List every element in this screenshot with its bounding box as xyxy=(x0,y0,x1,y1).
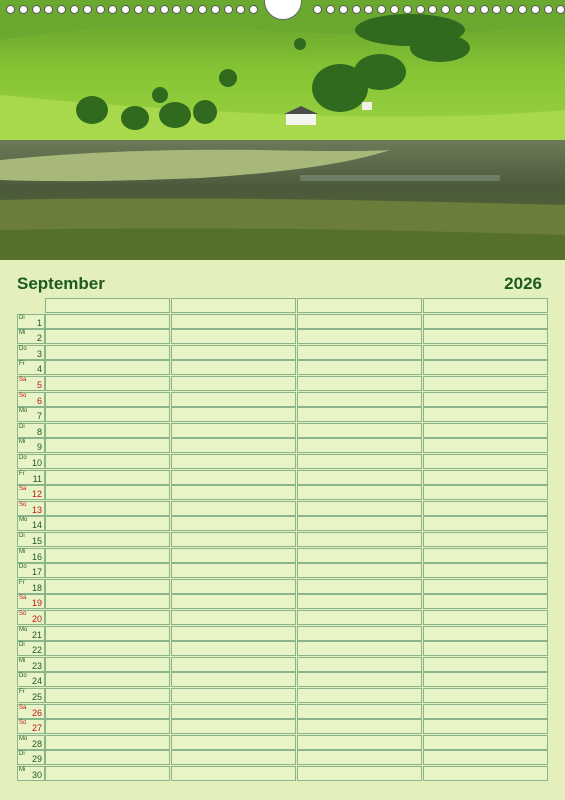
day-label xyxy=(17,314,45,329)
calendar-entry-cell[interactable] xyxy=(423,672,548,687)
calendar-entry-cell[interactable] xyxy=(45,626,170,641)
calendar-entry-cell[interactable] xyxy=(297,376,422,391)
weekday-abbr: Mi xyxy=(19,330,26,337)
calendar-entry-cell[interactable] xyxy=(423,766,548,781)
weekday-abbr: So xyxy=(19,611,27,617)
day-label xyxy=(17,579,45,594)
day-number: 3 xyxy=(36,348,42,359)
calendar-entry-cell[interactable] xyxy=(423,360,548,375)
calendar-entry-cell[interactable] xyxy=(423,345,548,360)
binding-hole xyxy=(198,5,207,14)
calendar-entry-cell[interactable] xyxy=(423,376,548,391)
day-number: 28 xyxy=(31,738,42,749)
calendar-entry-cell[interactable] xyxy=(171,548,296,563)
weekday-abbr: Do xyxy=(19,455,27,461)
binding-hole xyxy=(83,5,92,14)
weekday-abbr: Mo xyxy=(19,517,28,524)
weekday-abbr: Fr xyxy=(19,361,25,368)
calendar-entry-cell[interactable] xyxy=(171,750,296,765)
calendar-entry-cell[interactable] xyxy=(297,626,422,641)
day-number: 13 xyxy=(31,504,42,515)
calendar-entry-cell[interactable] xyxy=(171,329,296,344)
day-label xyxy=(17,548,45,563)
day-number: 10 xyxy=(31,458,42,468)
calendar-entry-cell[interactable] xyxy=(423,454,548,469)
day-label xyxy=(17,657,45,672)
calendar-entry-cell[interactable] xyxy=(423,548,548,563)
calendar-entry-cell[interactable] xyxy=(45,641,170,656)
calendar-entry-cell[interactable] xyxy=(297,438,422,453)
calendar-entry-cell[interactable] xyxy=(423,594,548,609)
calendar-entry-cell[interactable] xyxy=(423,532,548,547)
calendar-entry-cell[interactable] xyxy=(297,470,422,485)
calendar-entry-cell[interactable] xyxy=(297,548,422,563)
binding-hole xyxy=(19,5,28,14)
calendar-entry-cell[interactable] xyxy=(423,516,548,531)
calendar-entry-cell[interactable] xyxy=(297,516,422,531)
calendar-entry-cell[interactable] xyxy=(297,735,422,750)
day-number: 27 xyxy=(31,723,42,734)
binding-hole xyxy=(134,5,143,14)
day-number: 25 xyxy=(31,692,42,702)
binding-hole xyxy=(121,5,130,14)
binding-hole xyxy=(326,5,335,14)
binding-hole xyxy=(96,5,105,14)
calendar-entry-cell[interactable] xyxy=(45,750,170,765)
calendar-entry-cell[interactable] xyxy=(171,610,296,625)
calendar-entry-cell[interactable] xyxy=(171,704,296,719)
calendar-entry-cell[interactable] xyxy=(297,750,422,765)
calendar-entry-cell[interactable] xyxy=(423,501,548,516)
weekday-abbr: Di xyxy=(19,533,25,539)
binding-hole xyxy=(428,5,437,14)
binding-hole xyxy=(44,5,53,14)
calendar-entry-cell[interactable] xyxy=(297,641,422,656)
landscape-photo xyxy=(0,0,565,260)
weekday-abbr: Sa xyxy=(19,377,27,383)
day-number: 22 xyxy=(31,645,42,656)
calendar-entry-cell[interactable] xyxy=(171,345,296,360)
day-number: 7 xyxy=(36,411,42,422)
calendar-entry-cell[interactable] xyxy=(45,314,170,329)
calendar-entry-cell[interactable] xyxy=(297,392,422,407)
calendar-entry-cell[interactable] xyxy=(423,423,548,438)
calendar-entry-cell[interactable] xyxy=(45,610,170,625)
day-label xyxy=(17,626,45,641)
binding-hole xyxy=(6,5,15,14)
calendar-entry-cell[interactable] xyxy=(45,485,170,500)
calendar-entry-cell[interactable] xyxy=(45,548,170,563)
binding-hole xyxy=(544,5,553,14)
calendar-entry-cell[interactable] xyxy=(171,392,296,407)
calendar-entry-cell[interactable] xyxy=(297,672,422,687)
calendar-entry-cell[interactable] xyxy=(171,735,296,750)
calendar-entry-cell[interactable] xyxy=(423,735,548,750)
calendar-entry-cell[interactable] xyxy=(171,641,296,656)
weekday-abbr: Di xyxy=(19,423,25,430)
binding-hole xyxy=(147,5,156,14)
weekday-abbr: Sa xyxy=(19,595,27,602)
day-label xyxy=(17,454,45,469)
calendar-entry-cell[interactable] xyxy=(171,657,296,672)
day-number: 14 xyxy=(31,520,42,531)
calendar-entry-cell[interactable] xyxy=(45,470,170,485)
calendar-entry-cell[interactable] xyxy=(171,376,296,391)
binding-hole xyxy=(160,5,169,14)
binding-hole xyxy=(377,5,386,14)
calendar-entry-cell[interactable] xyxy=(45,579,170,594)
calendar-entry-cell[interactable] xyxy=(297,563,422,578)
binding-hole xyxy=(352,5,361,14)
binding-hole xyxy=(480,5,489,14)
calendar-entry-cell[interactable] xyxy=(171,501,296,516)
binding-hole xyxy=(57,5,66,14)
calendar-entry-cell[interactable] xyxy=(45,657,170,672)
binding-hole xyxy=(185,5,194,14)
calendar-entry-cell[interactable] xyxy=(171,563,296,578)
calendar-entry-cell[interactable] xyxy=(171,688,296,703)
landscape-illustration xyxy=(0,0,565,260)
day-label xyxy=(17,735,45,750)
calendar-entry-cell[interactable] xyxy=(45,407,170,422)
day-number: 26 xyxy=(31,707,42,718)
calendar-entry-cell[interactable] xyxy=(171,438,296,453)
weekday-abbr: Fr xyxy=(19,689,25,695)
calendar-entry-cell[interactable] xyxy=(423,329,548,344)
binding-hole xyxy=(108,5,117,14)
day-label xyxy=(17,672,45,687)
calendar-entry-cell[interactable] xyxy=(45,719,170,734)
binding-hole xyxy=(390,5,399,14)
weekday-abbr: Do xyxy=(19,564,27,571)
weekday-abbr: So xyxy=(19,720,27,727)
day-number: 18 xyxy=(31,582,42,593)
header-column-cell xyxy=(171,298,296,313)
day-label xyxy=(17,392,45,407)
calendar-entry-cell[interactable] xyxy=(171,423,296,438)
header-column-cell xyxy=(297,298,422,313)
calendar-entry-cell[interactable] xyxy=(297,485,422,500)
calendar-entry-cell[interactable] xyxy=(423,719,548,734)
calendar-entry-cell[interactable] xyxy=(423,610,548,625)
day-label xyxy=(17,329,45,344)
day-label xyxy=(17,563,45,578)
binding-hole xyxy=(236,5,245,14)
binding-hole xyxy=(249,5,258,14)
day-label xyxy=(17,688,45,703)
calendar-entry-cell[interactable] xyxy=(171,485,296,500)
calendar-entry-cell[interactable] xyxy=(45,735,170,750)
binding-hole xyxy=(416,5,425,14)
calendar-entry-cell[interactable] xyxy=(297,719,422,734)
calendar-entry-cell[interactable] xyxy=(171,454,296,469)
calendar-entry-cell[interactable] xyxy=(171,407,296,422)
day-label xyxy=(17,438,45,453)
day-number: 2 xyxy=(36,333,42,344)
weekday-abbr: Mo xyxy=(19,408,28,415)
binding-hole xyxy=(531,5,540,14)
binding-hole xyxy=(339,5,348,14)
calendar-entry-cell[interactable] xyxy=(423,407,548,422)
day-label xyxy=(17,719,45,734)
day-label xyxy=(17,516,45,531)
day-label xyxy=(17,532,45,547)
calendar-entry-cell[interactable] xyxy=(423,688,548,703)
calendar-entry-cell[interactable] xyxy=(45,704,170,719)
calendar-entry-cell[interactable] xyxy=(171,579,296,594)
weekday-abbr: Mi xyxy=(19,439,26,446)
calendar-entry-cell[interactable] xyxy=(45,594,170,609)
month-title: September xyxy=(17,274,105,293)
binding-hole xyxy=(364,5,373,14)
binding-hole xyxy=(224,5,233,14)
calendar-entry-cell[interactable] xyxy=(171,766,296,781)
calendar-entry-cell[interactable] xyxy=(423,657,548,672)
binding-hole xyxy=(403,5,412,14)
day-number: 23 xyxy=(31,660,42,671)
calendar-entry-cell[interactable] xyxy=(171,626,296,641)
calendar-entry-cell[interactable] xyxy=(171,470,296,485)
day-label xyxy=(17,423,45,438)
day-label xyxy=(17,501,45,516)
binding-hole xyxy=(467,5,476,14)
binding-hole xyxy=(70,5,79,14)
calendar-entry-cell[interactable] xyxy=(297,657,422,672)
calendar-entry-cell[interactable] xyxy=(297,594,422,609)
day-label xyxy=(17,594,45,609)
weekday-abbr: Mi xyxy=(19,657,26,664)
calendar-entry-cell[interactable] xyxy=(45,454,170,469)
weekday-abbr: Mo xyxy=(19,735,28,742)
day-number: 4 xyxy=(36,364,42,375)
calendar-entry-cell[interactable] xyxy=(45,345,170,360)
day-number: 29 xyxy=(31,754,42,765)
calendar-entry-cell[interactable] xyxy=(45,516,170,531)
calendar-entry-cell[interactable] xyxy=(297,423,422,438)
day-number: 20 xyxy=(31,614,42,624)
header-column-cell xyxy=(45,298,170,313)
weekday-abbr: Sa xyxy=(19,704,27,711)
calendar-entry-cell[interactable] xyxy=(45,688,170,703)
weekday-abbr: So xyxy=(19,501,27,508)
calendar-entry-cell[interactable] xyxy=(297,345,422,360)
calendar-entry-cell[interactable] xyxy=(45,392,170,407)
calendar-entry-cell[interactable] xyxy=(171,360,296,375)
day-label xyxy=(17,345,45,360)
calendar-entry-cell[interactable] xyxy=(297,579,422,594)
day-number: 11 xyxy=(32,473,42,484)
calendar-entry-cell[interactable] xyxy=(171,719,296,734)
weekday-abbr: So xyxy=(19,392,27,399)
year-title: 2026 xyxy=(504,274,542,293)
binding-hole xyxy=(172,5,181,14)
day-number: 24 xyxy=(31,676,42,687)
calendar-entry-cell[interactable] xyxy=(45,563,170,578)
day-label xyxy=(17,360,45,375)
calendar-entry-cell[interactable] xyxy=(423,641,548,656)
calendar-entry-cell[interactable] xyxy=(423,626,548,641)
calendar-entry-cell[interactable] xyxy=(297,766,422,781)
day-number: 12 xyxy=(31,489,42,500)
calendar-entry-cell[interactable] xyxy=(171,314,296,329)
calendar-entry-cell[interactable] xyxy=(297,360,422,375)
calendar-entry-cell[interactable] xyxy=(45,360,170,375)
calendar-entry-cell[interactable] xyxy=(297,314,422,329)
calendar-entry-cell[interactable] xyxy=(45,672,170,687)
binding-hole xyxy=(492,5,501,14)
weekday-abbr: Do xyxy=(19,345,27,352)
calendar-entry-cell[interactable] xyxy=(45,438,170,453)
calendar-entry-cell[interactable] xyxy=(423,579,548,594)
day-number: 21 xyxy=(31,629,42,640)
day-number: 1 xyxy=(36,317,42,328)
day-label xyxy=(17,407,45,422)
day-number: 6 xyxy=(36,395,42,406)
day-label xyxy=(17,641,45,656)
day-number: 9 xyxy=(36,442,42,453)
calendar-entry-cell[interactable] xyxy=(297,501,422,516)
weekday-abbr: Di xyxy=(19,642,25,649)
calendar-entry-cell[interactable] xyxy=(423,470,548,485)
day-number: 16 xyxy=(31,551,42,562)
calendar-entry-cell[interactable] xyxy=(45,501,170,516)
binding-hole xyxy=(454,5,463,14)
calendar-entry-cell[interactable] xyxy=(297,688,422,703)
weekday-abbr: Mo xyxy=(19,626,28,633)
day-label xyxy=(17,766,45,781)
hanger-hole xyxy=(264,0,302,20)
binding-hole xyxy=(556,5,565,14)
calendar-entry-cell[interactable] xyxy=(171,672,296,687)
calendar-entry-cell[interactable] xyxy=(45,329,170,344)
weekday-abbr: Sa xyxy=(19,486,27,493)
day-number: 30 xyxy=(31,770,42,780)
spiral-binding xyxy=(0,0,565,18)
calendar-entry-cell[interactable] xyxy=(423,392,548,407)
calendar-entry-cell[interactable] xyxy=(45,376,170,391)
day-label xyxy=(17,485,45,500)
day-label xyxy=(17,470,45,485)
calendar-entry-cell[interactable] xyxy=(171,594,296,609)
weekday-abbr: Di xyxy=(19,314,25,321)
day-label xyxy=(17,704,45,719)
calendar-entry-cell[interactable] xyxy=(423,485,548,500)
calendar-entry-cell[interactable] xyxy=(423,750,548,765)
weekday-abbr: Mi xyxy=(19,767,26,773)
weekday-abbr: Mi xyxy=(19,548,26,555)
calendar-entry-cell[interactable] xyxy=(297,329,422,344)
binding-hole xyxy=(313,5,322,14)
binding-hole xyxy=(518,5,527,14)
day-number: 17 xyxy=(31,567,42,578)
calendar-entry-cell[interactable] xyxy=(171,532,296,547)
calendar-entry-cell[interactable] xyxy=(423,314,548,329)
binding-hole xyxy=(211,5,220,14)
header-column-cell xyxy=(423,298,548,313)
calendar-entry-cell[interactable] xyxy=(297,704,422,719)
calendar-entry-cell[interactable] xyxy=(45,423,170,438)
weekday-abbr: Fr xyxy=(19,579,25,586)
day-label xyxy=(17,750,45,765)
weekday-abbr: Fr xyxy=(19,470,25,477)
calendar-entry-cell[interactable] xyxy=(171,516,296,531)
calendar-entry-cell[interactable] xyxy=(45,766,170,781)
calendar-entry-cell[interactable] xyxy=(297,454,422,469)
day-number: 8 xyxy=(36,426,42,437)
day-number: 5 xyxy=(36,380,42,390)
weekday-abbr: Do xyxy=(19,673,27,680)
weekday-abbr: Di xyxy=(19,751,25,758)
day-label xyxy=(17,610,45,625)
calendar-entry-cell[interactable] xyxy=(423,563,548,578)
calendar-entry-cell[interactable] xyxy=(297,407,422,422)
day-number: 19 xyxy=(31,598,42,609)
binding-hole xyxy=(441,5,450,14)
calendar-entry-cell[interactable] xyxy=(45,532,170,547)
calendar-entry-cell[interactable] xyxy=(297,610,422,625)
day-number: 15 xyxy=(31,536,42,546)
day-label xyxy=(17,376,45,391)
binding-hole xyxy=(505,5,514,14)
calendar-entry-cell[interactable] xyxy=(297,532,422,547)
calendar-entry-cell[interactable] xyxy=(423,438,548,453)
calendar-entry-cell[interactable] xyxy=(423,704,548,719)
binding-hole xyxy=(32,5,41,14)
